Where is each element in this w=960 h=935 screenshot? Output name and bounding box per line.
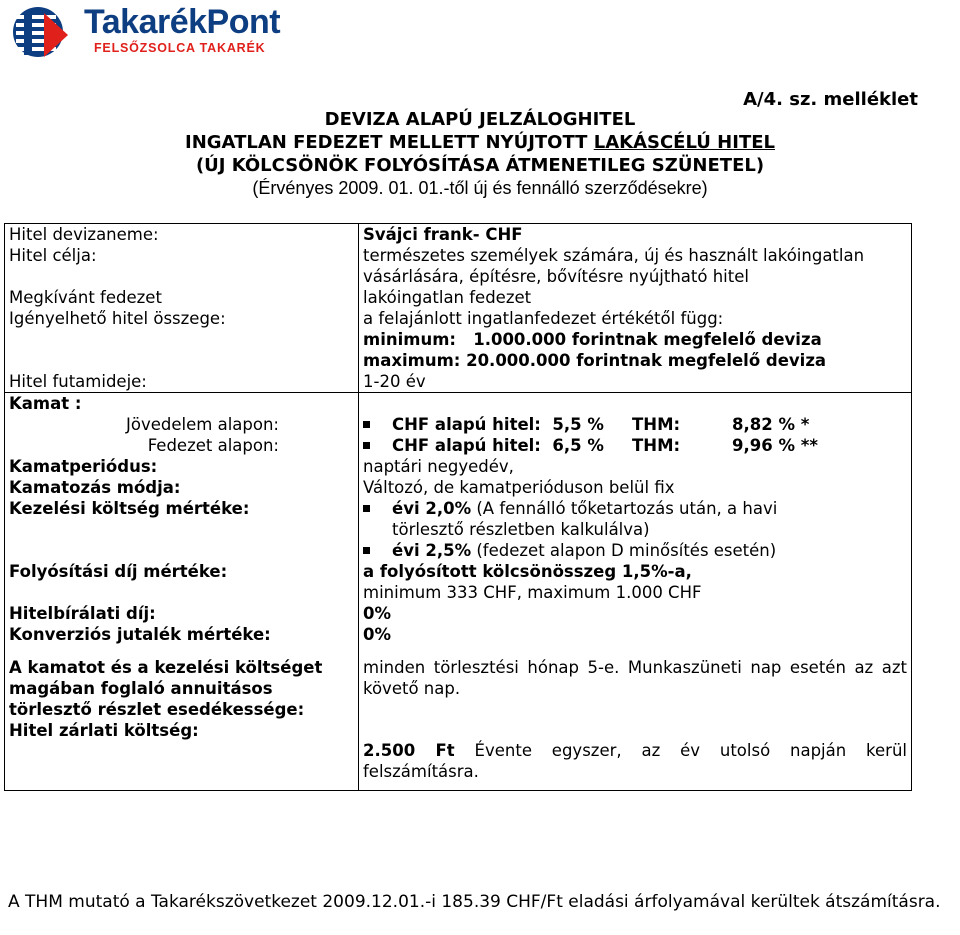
- row-conversion: [5, 624, 912, 645]
- label-conversion: Konverziós jutalék mértéke:: [5, 624, 359, 645]
- logo-icon: [8, 5, 78, 60]
- interest-title: Kamat :: [9, 394, 82, 413]
- value-collateral: lakóingatlan fedezet: [359, 287, 912, 308]
- row-currency: [5, 224, 912, 246]
- interest-collateral-label: Fedezet alapon:: [147, 436, 279, 455]
- bullet-icon: [363, 505, 370, 512]
- closing-rest: Évente egyszer, az év utolsó napján kerül felszámításra.: [363, 741, 907, 781]
- value-appraisal: 0%: [359, 603, 912, 624]
- row-interest: [5, 393, 912, 457]
- closing-bold: 2.500 Ft: [363, 741, 455, 760]
- row-collateral: [5, 287, 912, 308]
- label-period: Kamatperiódus:: [5, 456, 359, 477]
- value-disbursement: [359, 561, 912, 603]
- disbursement-text: a folyósított kölcsönösszeg 1,5%-a,: [363, 562, 692, 581]
- label-purpose: Hitel célja:: [5, 245, 359, 287]
- label-term: Hitel futamideje:: [5, 371, 359, 393]
- interest-income-thm-label: THM:: [632, 415, 681, 434]
- value-due: minden törlesztési hónap 5-e. Munkaszüneti nap esetén az azt követő nap.: [359, 645, 912, 720]
- label-amount: Igényelhető hitel összege:: [5, 308, 359, 371]
- bullet-icon: [363, 442, 370, 449]
- interest-collateral-thm: 9,96 % **: [732, 436, 818, 455]
- row-closing: [5, 720, 912, 791]
- value-currency: Svájci frank- CHF: [359, 224, 912, 246]
- interest-collateral-row: [363, 435, 907, 456]
- amount-min: minimum: 1.000.000 forintnak megfelelő deviza: [363, 330, 822, 349]
- label-fee: Kezelési költség mértéke:: [5, 498, 359, 561]
- fee-item-2: [363, 540, 907, 561]
- annex-number: A/4. sz. melléklet: [743, 89, 918, 110]
- row-period: [5, 456, 912, 477]
- brand-name: TakarékPont: [84, 3, 281, 41]
- disbursement-text-2: minimum 333 CHF, maximum 1.000 CHF: [363, 583, 702, 602]
- value-period: naptári negyedév,: [359, 456, 912, 477]
- row-due: [5, 645, 912, 720]
- footer-note: A THM mutató a Takarékszövetkezet 2009.12.01.-i 185.39 CHF/Ft eladási árfolyamával kerültek átszámításra.: [8, 892, 941, 912]
- interest-collateral-thm-label: THM:: [632, 436, 681, 455]
- header-line-2: [90, 131, 870, 154]
- header-line-3: (ÚJ KÖLCSÖNÖK FOLYÓSÍTÁSA ÁTMENETILEG SZÜNETEL): [195, 155, 765, 176]
- conditions-table: [4, 223, 912, 791]
- amount-text: a felajánlott ingatlanfedezet értékétől függ:: [363, 309, 724, 328]
- bullet-icon: [363, 421, 370, 428]
- amount-max: maximum: 20.000.000 forintnak megfelelő deviza: [363, 351, 827, 370]
- header-line-2-underlined: LAKÁSCÉLÚ HITEL: [593, 132, 775, 153]
- interest-income-label: Jövedelem alapon:: [126, 415, 279, 434]
- interest-collateral-rate: CHF alapú hitel: 6,5 %: [392, 436, 604, 455]
- fee-item-1-text: [392, 498, 907, 519]
- fee-item-1-cont: törlesztő részletben kalkulálva): [392, 520, 650, 539]
- fee-item-1-rest: (A fennálló tőketartozás után, a havi: [471, 499, 778, 518]
- label-mode: Kamatozás módja:: [5, 477, 359, 498]
- row-amount: [5, 308, 912, 371]
- interest-income-thm: 8,82 % *: [732, 415, 810, 434]
- label-currency: Hitel devizaneme:: [5, 224, 359, 246]
- interest-income-row: [363, 414, 907, 435]
- label-closing: Hitel zárlati költség:: [5, 720, 359, 791]
- document-header: [90, 108, 870, 200]
- fee-item-1-bold: évi 2,0%: [392, 499, 472, 518]
- label-disbursement: Folyósítási díj mértéke:: [5, 561, 359, 603]
- takarekpont-logo: [8, 3, 281, 60]
- bullet-icon: [363, 547, 370, 554]
- header-line-4: (Érvényes 2009. 01. 01.-től új és fennálló szerződésekre): [252, 178, 708, 198]
- value-conversion: 0%: [359, 624, 912, 645]
- row-fee: [5, 498, 912, 561]
- value-term: 1-20 év: [359, 371, 912, 393]
- brand-subtitle: FELSŐZSOLCA TAKARÉK: [94, 41, 266, 55]
- label-collateral: Megkívánt fedezet: [5, 287, 359, 308]
- value-purpose: természetes személyek számára, új és használt lakóingatlan vásárlására, építésre, bővítésre nyújtható hitel: [359, 245, 912, 287]
- row-purpose: [5, 245, 912, 287]
- value-amount: [359, 308, 912, 371]
- interest-income-rate: CHF alapú hitel: 5,5 %: [392, 415, 604, 434]
- value-closing: [359, 720, 912, 791]
- row-term: [5, 371, 912, 393]
- value-interest: [359, 393, 912, 457]
- value-fee: [359, 498, 912, 561]
- fee-item-2-bold: évi 2,5%: [392, 541, 472, 560]
- row-disbursement: [5, 561, 912, 603]
- header-line-1: DEVIZA ALAPÚ JELZÁLOGHITEL: [324, 109, 636, 130]
- label-interest: [5, 393, 359, 457]
- row-appraisal: [5, 603, 912, 624]
- fee-item-1: [363, 498, 907, 519]
- fee-item-2-text: [392, 540, 776, 561]
- label-appraisal: Hitelbírálati díj:: [5, 603, 359, 624]
- value-mode: Változó, de kamatperióduson belül fix: [359, 477, 912, 498]
- fee-item-2-rest: (fedezet alapon D minősítés esetén): [471, 541, 777, 560]
- header-line-2-text: INGATLAN FEDEZET MELLETT NYÚJTOTT: [185, 132, 594, 153]
- label-due: A kamatot és a kezelési költséget magában foglaló annuitásos törlesztő részlet esedékessége:: [5, 645, 359, 720]
- row-mode: [5, 477, 912, 498]
